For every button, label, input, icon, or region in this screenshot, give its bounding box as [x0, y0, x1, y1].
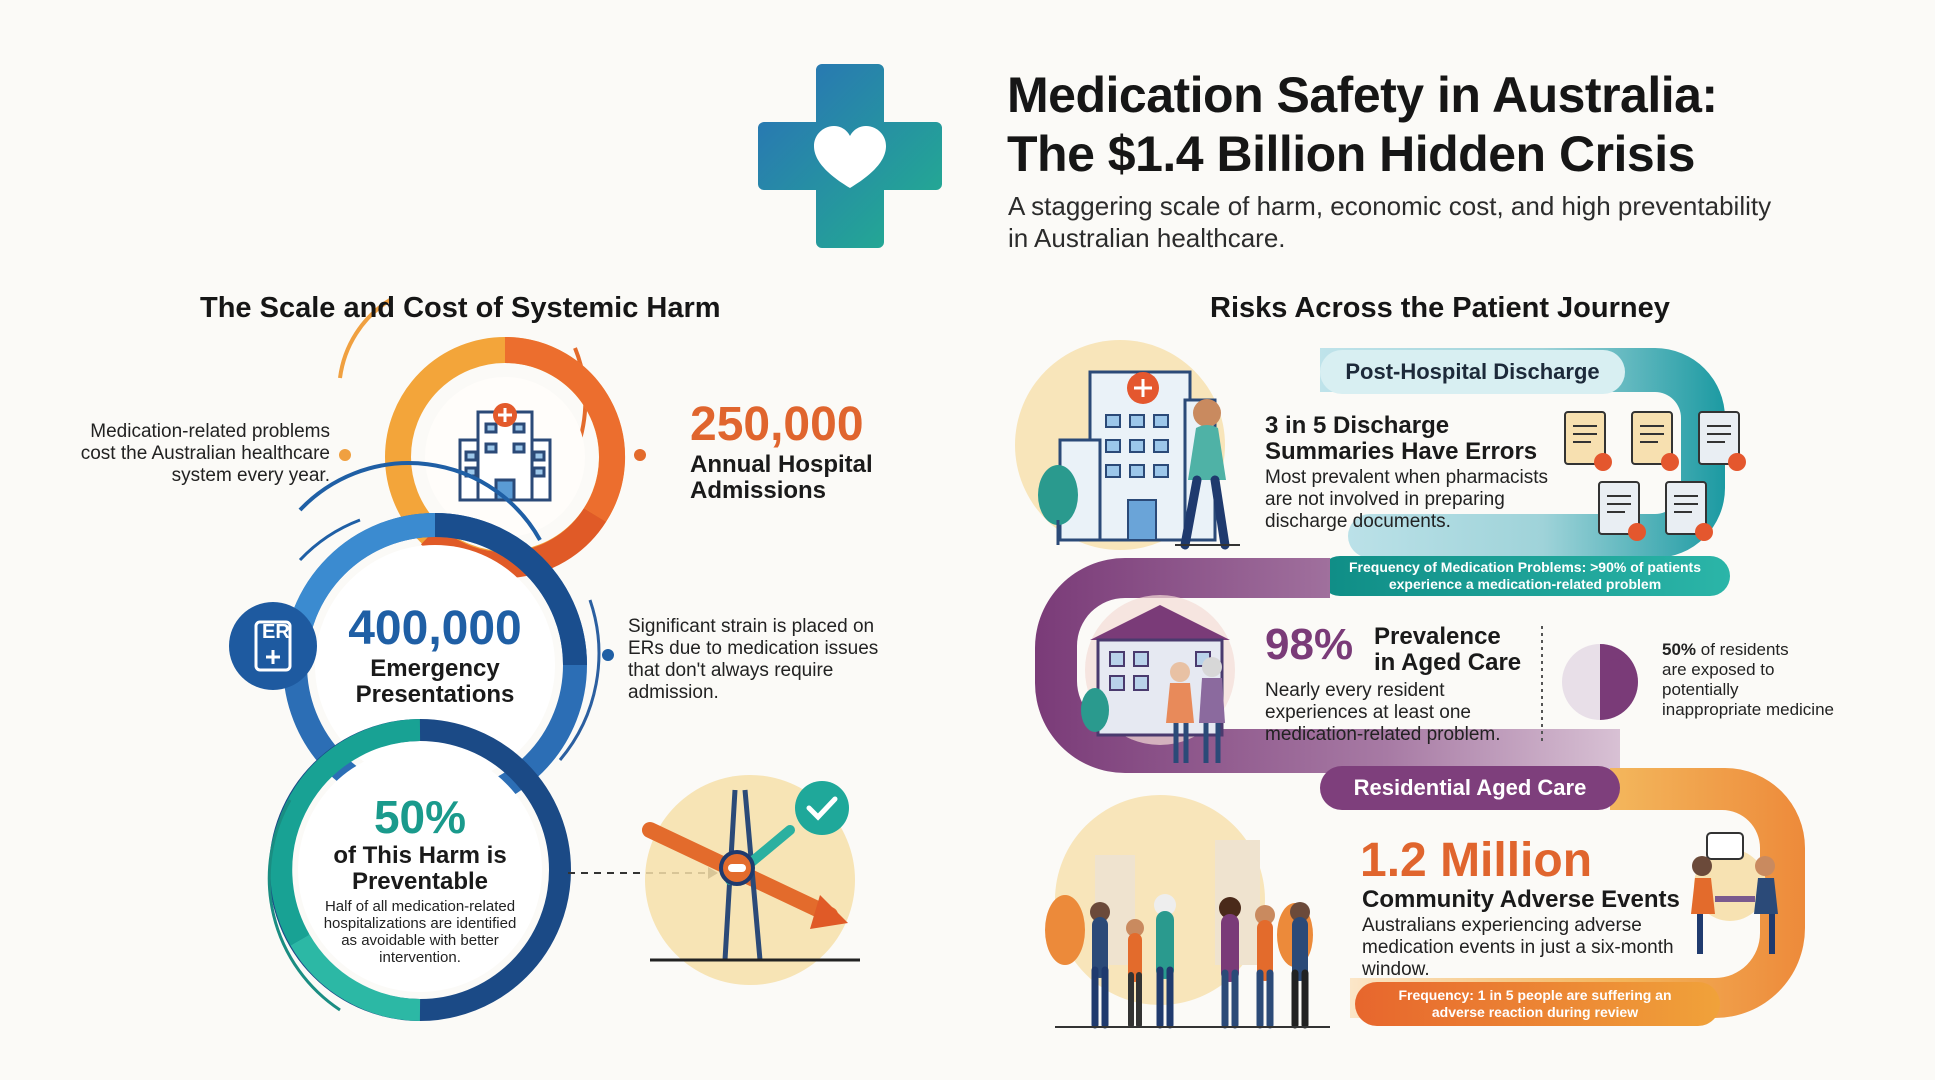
aged-care-value: 98%: [1265, 620, 1354, 669]
subtitle-line-2: in Australian healthcare.: [1008, 223, 1286, 253]
community-label: Community Adverse Events: [1362, 886, 1680, 913]
page-title: [1007, 66, 1887, 184]
preventable-note-line: hospitalizations are identified: [323, 915, 517, 932]
aged-care-body: [1265, 680, 1535, 746]
aged-care-side-bold: 50%: [1662, 640, 1697, 659]
left-section-heading: The Scale and Cost of Systemic Harm: [200, 292, 721, 324]
aged-care-side-line: potentially: [1662, 680, 1739, 699]
preventable-note-line: as avoidable with better: [341, 932, 499, 949]
discharge-illustration: [1015, 340, 1240, 550]
er-badge: [229, 602, 317, 690]
community-banner-line: Frequency: 1 in 5 people are suffering an: [1398, 987, 1672, 1003]
aged-care-label-line: Prevalence: [1374, 623, 1501, 650]
discharge-banner-line: experience a medication-related problem: [1388, 576, 1662, 592]
gender-residents-icon: [1562, 644, 1638, 720]
aged-care-side-line: are exposed to: [1662, 660, 1775, 679]
er-note-line: that don't always require: [628, 660, 834, 681]
community-body: [1362, 915, 1682, 981]
discharge-headline: [1265, 413, 1537, 465]
discharge-body-line: are not involved in preparing: [1265, 489, 1505, 510]
discharge-frequency-banner: [1330, 559, 1720, 593]
er-note: [628, 616, 908, 704]
aged-care-body-line: medication-related problem.: [1265, 724, 1501, 745]
admissions-label: [690, 452, 873, 504]
admissions-label-line: Annual Hospital: [690, 451, 873, 478]
preventable-label: [300, 843, 540, 895]
discharge-pill: Post-Hospital Discharge: [1320, 350, 1625, 394]
community-value: 1.2 Million: [1360, 834, 1593, 887]
er-note-line: Significant strain is placed on: [628, 616, 875, 637]
aged-care-side-line: inappropriate medicine: [1662, 700, 1834, 719]
aged-care-pill: Residential Aged Care: [1320, 766, 1620, 810]
aged-care-label-line: in Aged Care: [1374, 649, 1522, 676]
community-body-line: medication events in just a six-month: [1362, 937, 1674, 958]
subtitle-line-1: A staggering scale of harm, economic cost, and high preventability: [1008, 191, 1772, 221]
community-body-line: Australians experiencing adverse: [1362, 915, 1642, 936]
title-line-1: Medication Safety in Australia:: [1007, 67, 1718, 123]
right-section-heading: Risks Across the Patient Journey: [1210, 292, 1670, 324]
cost-note-line: Medication-related problems: [90, 421, 330, 442]
aged-care-side-line: of residents: [1696, 640, 1789, 659]
preventable-note-line: Half of all medication-related: [324, 898, 516, 915]
discharge-body-line: discharge documents.: [1265, 511, 1451, 532]
aged-care-label: [1374, 624, 1521, 676]
aged-care-body-line: Nearly every resident: [1265, 680, 1445, 701]
er-label-line: Emergency: [370, 655, 500, 682]
cost-note-line: system every year.: [171, 465, 330, 486]
er-value: 400,000: [348, 602, 522, 655]
checkmark-icon: [795, 781, 849, 835]
er-note-line: admission.: [628, 682, 719, 703]
preventable-label-line: of This Harm is: [333, 842, 507, 869]
title-line-2: The $1.4 Billion Hidden Crisis: [1007, 126, 1695, 182]
preventable-value: 50%: [373, 791, 467, 843]
admissions-label-line: Admissions: [690, 477, 827, 504]
admissions-value: 250,000: [690, 398, 864, 451]
er-note-line: ERs due to medication issues: [628, 638, 879, 659]
discharge-banner-line: Frequency of Medication Problems: >90% of patients: [1348, 559, 1702, 575]
preventable-note-line: intervention.: [379, 949, 461, 966]
er-badge-label: ER: [262, 621, 290, 643]
aged-care-body-line: experiences at least one: [1265, 702, 1471, 723]
aged-care-side-note: [1662, 640, 1862, 720]
community-body-line: window.: [1362, 959, 1430, 980]
er-label-line: Presentations: [355, 681, 515, 708]
medical-cross-heart-logo: [758, 64, 942, 248]
preventable-label-line: Preventable: [351, 868, 489, 895]
er-label: [335, 656, 535, 708]
community-banner-line: adverse reaction during review: [1431, 1004, 1639, 1020]
community-illustration: [1045, 795, 1330, 1027]
community-frequency-banner: [1360, 987, 1710, 1021]
discharge-body-line: Most prevalent when pharmacists: [1265, 467, 1549, 488]
preventable-note: [310, 898, 530, 966]
cost-note-line: cost the Australian healthcare: [80, 443, 330, 464]
discharge-body: [1265, 467, 1555, 533]
discharge-headline-line: 3 in 5 Discharge: [1265, 412, 1450, 439]
cost-note: [60, 421, 330, 487]
page-subtitle: [1008, 190, 1868, 254]
discharge-headline-line: Summaries Have Errors: [1265, 438, 1538, 465]
